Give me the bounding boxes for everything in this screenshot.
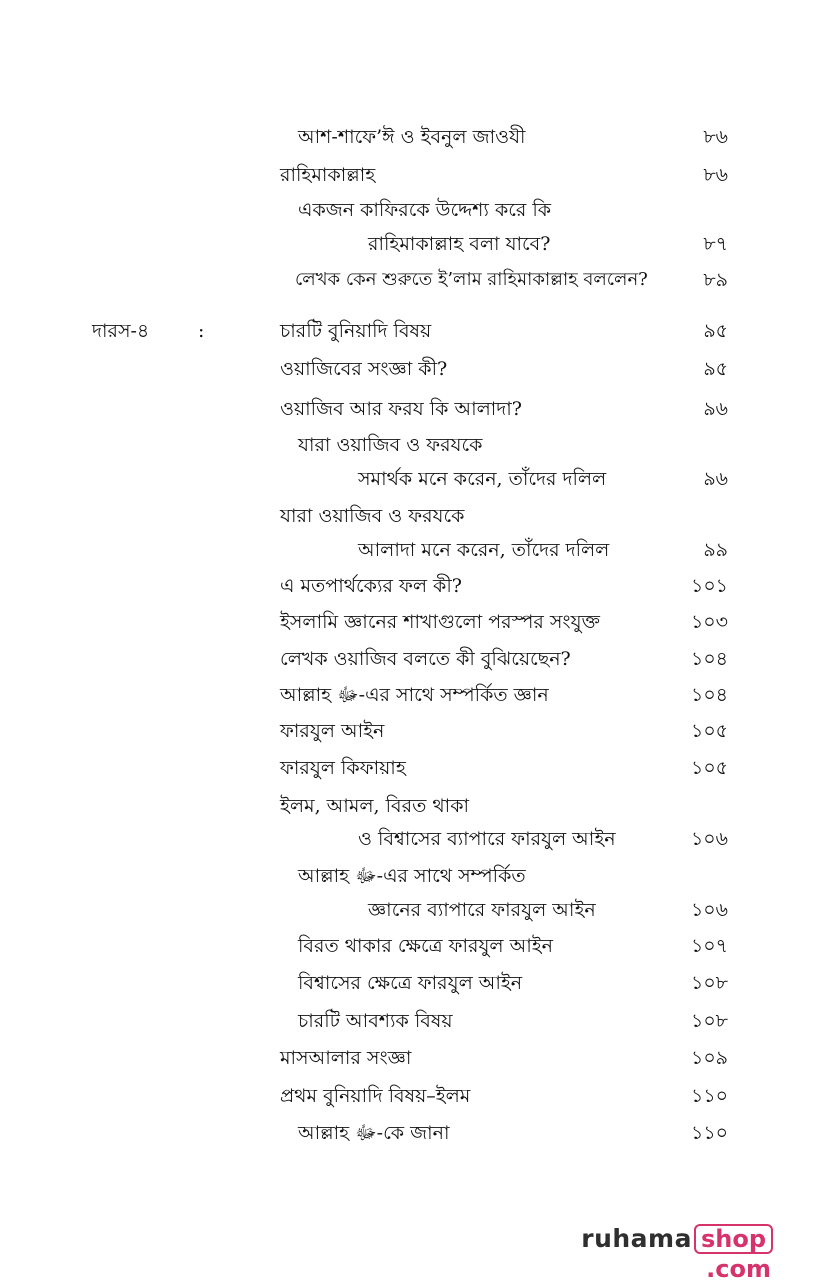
toc-entry-page: ৯৬ [703, 398, 728, 420]
toc-entry-page: ১০৫ [690, 757, 728, 779]
toc-entry [0, 120, 825, 154]
toc-entry-title: লেখক কেন শুরুতে ই’লাম রাহিমাকাল্লাহ বললেন? [295, 269, 648, 290]
toc-entry-title: সমার্থক মনে করেন, তাঁদের দলিল [358, 468, 607, 490]
toc-entry [0, 227, 825, 261]
toc-entry [0, 789, 825, 823]
toc-entry-title: রাহিমাকাল্লাহ [280, 164, 376, 186]
toc-entry [0, 678, 825, 712]
toc-entry-title: ফারযুল কিফায়াহ [280, 757, 406, 779]
toc-entry-title: ও বিশ্বাসের ব্যাপারে ফারযুল আইন [358, 828, 616, 850]
toc-entry-title: চারটি বুনিয়াদি বিষয় [280, 320, 432, 342]
toc-entry-title: আল্লাহ ﷻ-এর সাথে সম্পর্কিত জ্ঞান [280, 684, 549, 706]
toc-entry-page: ১০৯ [690, 1047, 728, 1069]
toc-entry [0, 822, 825, 856]
toc-entry [0, 1004, 825, 1038]
toc-entry-title: আল্লাহ ﷻ-এর সাথে সম্পর্কিত [298, 865, 526, 887]
logo-suffix: .com [706, 1255, 771, 1283]
toc-entry-page: ১০৪ [690, 684, 728, 706]
toc-entry-title: একজন কাফিরকে উদ্দেশ্য করে কি [298, 199, 552, 221]
toc-entry [0, 714, 825, 748]
toc-entry-page: ১০৬ [690, 828, 728, 850]
toc-entry [0, 642, 825, 676]
toc-entry [0, 966, 825, 1000]
toc-entry [0, 352, 825, 386]
toc-entry-page: ১০৩ [690, 611, 728, 633]
toc-entry [0, 859, 825, 893]
toc-entry [0, 158, 825, 192]
toc-entry [0, 314, 825, 348]
toc-entry [0, 893, 825, 927]
toc-entry-title: যারা ওয়াজিব ও ফরযকে [298, 434, 483, 456]
toc-entry [0, 569, 825, 603]
toc-entry-title: আলাদা মনে করেন, তাঁদের দলিল [358, 539, 610, 561]
toc-entry-title: প্রথম বুনিয়াদি বিষয়–ইলম [280, 1085, 471, 1107]
toc-entry-title: আশ-শাফে’ঈ ও ইবনুল জাওযী [298, 126, 526, 148]
toc-entry-title: বিশ্বাসের ক্ষেত্রে ফারযুল আইন [298, 972, 523, 994]
toc-entry-page: ৯৯ [703, 539, 728, 561]
section-colon: : [198, 320, 205, 342]
toc-entry-page: ৮৬ [703, 126, 728, 148]
toc-entry [0, 533, 825, 567]
toc-entry-title: ইলম, আমল, বিরত থাকা [280, 795, 469, 817]
toc-entry [0, 1041, 825, 1075]
logo-word: ruhama [581, 1224, 692, 1253]
toc-entry-title: এ মতপার্থক্যের ফল কী? [280, 575, 462, 597]
toc-entry-title: মাসআলার সংজ্ঞা [280, 1047, 412, 1069]
toc-entry-title: যারা ওয়াজিব ও ফরযকে [280, 505, 465, 527]
toc-entry-title: জ্ঞানের ব্যাপারে ফারযুল আইন [368, 899, 596, 921]
toc-entry-page: ১১০ [690, 1122, 728, 1144]
toc-entry [0, 263, 825, 297]
toc-entry-page: ১০৮ [690, 1010, 728, 1032]
toc-entry [0, 929, 825, 963]
toc-entry-title: ইসলামি জ্ঞানের শাখাগুলো পরস্পর সংযুক্ত [280, 611, 600, 633]
toc-entry-page: ১০৫ [690, 720, 728, 742]
toc-entry [0, 462, 825, 496]
toc-entry-page: ৮৭ [703, 233, 728, 255]
toc-entry [0, 499, 825, 533]
toc-entry-title: আল্লাহ ﷻ-কে জানা [298, 1122, 450, 1144]
toc-entry-title: বিরত থাকার ক্ষেত্রে ফারযুল আইন [298, 935, 553, 957]
toc-entry [0, 1116, 825, 1150]
toc-entry-title: রাহিমাকাল্লাহ বলা যাবে? [368, 233, 551, 255]
toc-entry-page: ৯৫ [703, 320, 728, 342]
toc-entry-page: ৯৫ [703, 358, 728, 380]
logo-shop-text: shop [700, 1225, 766, 1253]
toc-entry [0, 605, 825, 639]
toc-entry-title: ওয়াজিব আর ফরয কি আলাদা? [280, 398, 522, 420]
toc-entry-page: ১১০ [690, 1085, 728, 1107]
toc-entry-page: ৮৬ [703, 164, 728, 186]
toc-entry [0, 428, 825, 462]
toc-entry-page: ১০৮ [690, 972, 728, 994]
logo-shop-box [694, 1224, 773, 1283]
toc-entry-title: চারটি আবশ্যক বিষয় [298, 1010, 453, 1032]
toc-entry-page: ১০১ [690, 575, 728, 597]
toc-entry-page: ১০৪ [690, 648, 728, 670]
toc-entry [0, 392, 825, 426]
toc-entry-page: ৮৯ [703, 269, 728, 291]
toc-entry [0, 193, 825, 227]
toc-entry-title: লেখক ওয়াজিব বলতে কী বুঝিয়েছেন? [280, 648, 571, 670]
publisher-logo [581, 1212, 773, 1283]
toc-entry-page: ৯৬ [703, 468, 728, 490]
toc-entry-title: ফারযুল আইন [280, 720, 385, 742]
toc-entry [0, 751, 825, 785]
section-label: দারস-৪ [92, 320, 150, 342]
toc-entry-page: ১০৭ [690, 935, 728, 957]
toc-entry [0, 1079, 825, 1113]
toc-entry-title: ওয়াজিবের সংজ্ঞা কী? [280, 358, 448, 380]
toc-entry-page: ১০৬ [690, 899, 728, 921]
